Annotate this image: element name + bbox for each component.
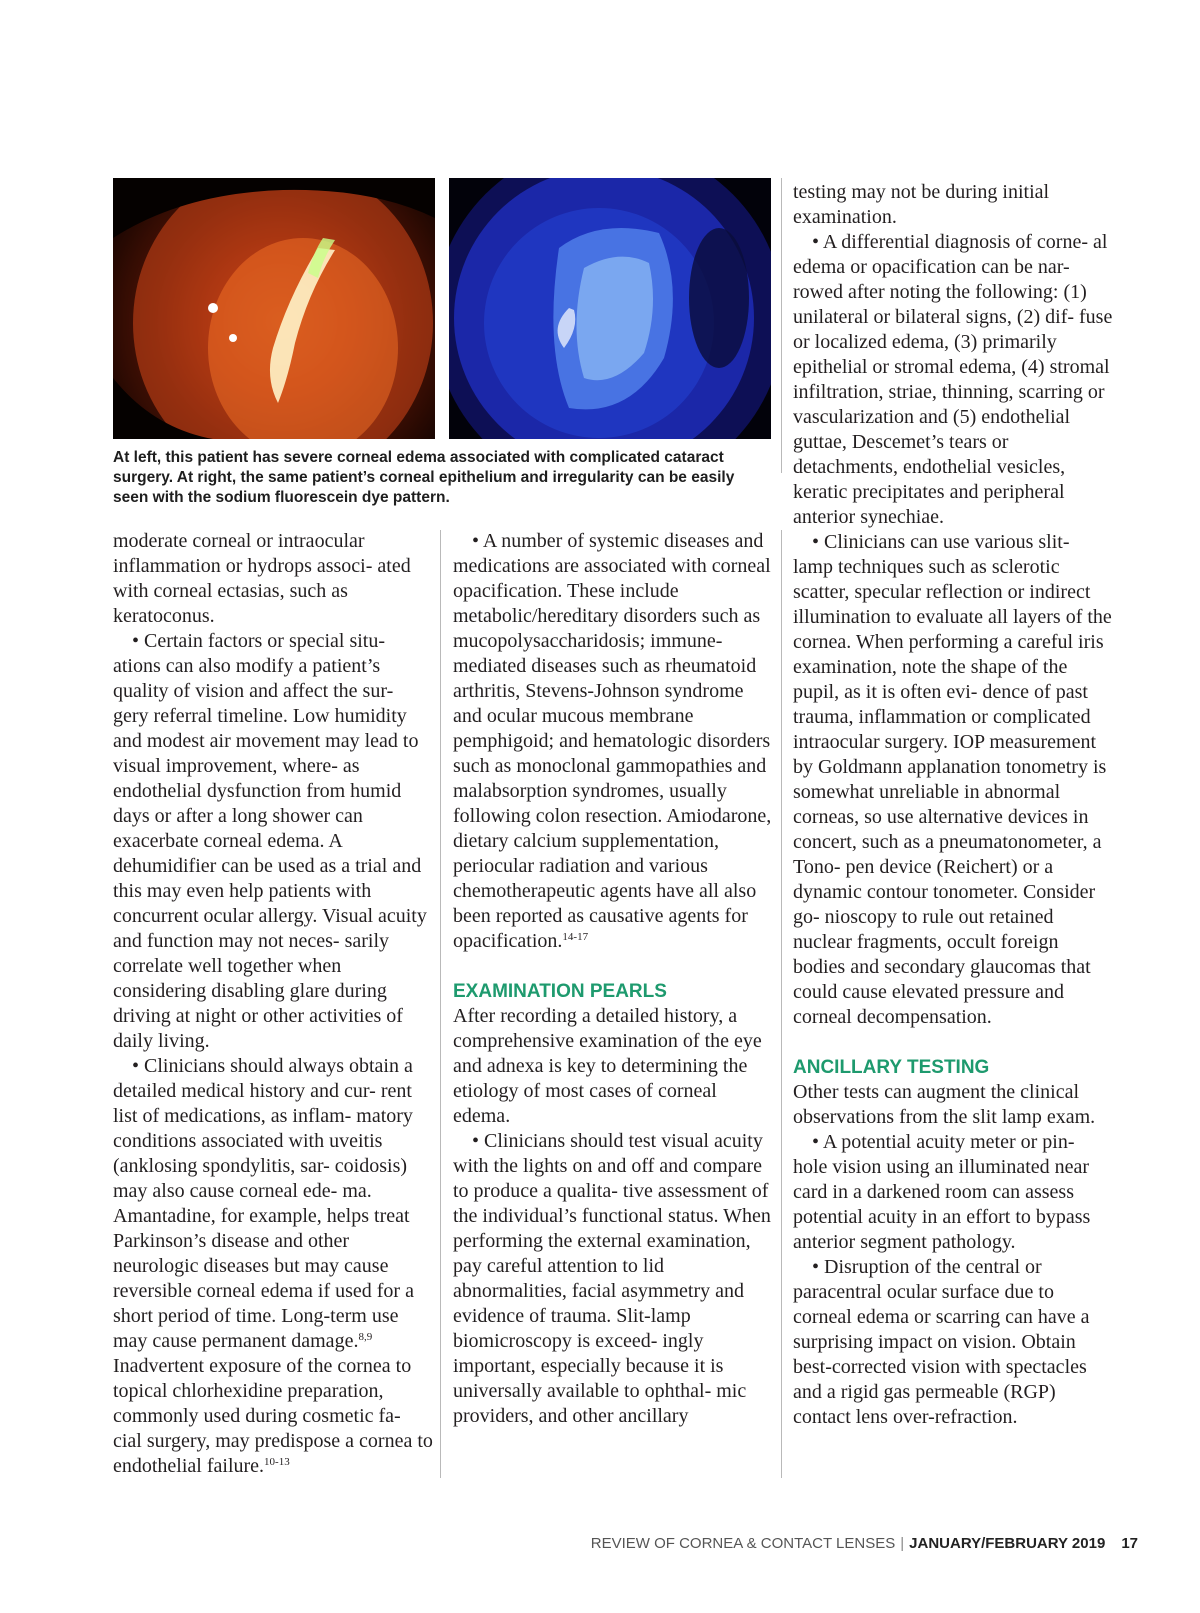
- footer-separator: |: [900, 1535, 905, 1552]
- paragraph: • Disruption of the central or paracentral ocular surface due to corneal edema or scarring can have a surprising impact on vision. Obtain best-corrected vision with spectacles and a rigid gas permeable (RGP) contact lens over-refraction.: [793, 1256, 1090, 1428]
- paragraph-text: • A number of systemic diseases and medications are associated with corneal opacification. These include metabolic/hereditary disorders such as mucopolysaccharidosis; immune-mediated diseases such as rheumatoid arthritis, Stevens-Johnson syndrome and ocular mucous membrane pemphigoid; and hematologic disorders such as monoclonal gammopathies and malabsorption syndromes, usually following colon resection. Amiodarone, dietary calcium supplementation, periocular radiation and various chemotherapeutic agents have all also been reported as causative agents for opacification.: [453, 530, 772, 952]
- paragraph: moderate corneal or intraocular inflammation or hydrops associ- ated with corneal ectasias, such as keratoconus.: [113, 530, 411, 627]
- paragraph: • Clinicians should test visual acuity with the lights on and off and compare to produce a qualita- tive assessment of the individual’s functional status. When performing the external examination, pay careful attention to lid abnormalities, facial asymmetry and evidence of trauma. Slit-lamp biomicroscopy is exceed- ingly important, especially because it is universally available to ophthal- mic providers, and other ancillary: [453, 1130, 771, 1427]
- section-heading-ancillary-testing: ANCILLARY TESTING: [793, 1057, 990, 1078]
- figure-caption: At left, this patient has severe corneal edema associated with complicated cataract surgery. At right, the same patient’s corneal epithelium and irregularity can be easily seen with the sodium fluorescein dye pattern.: [113, 449, 735, 506]
- paragraph: [113, 1054, 433, 1354]
- paragraph: [453, 529, 773, 954]
- photo-fluorescein-dye-pattern: [449, 178, 771, 439]
- publication-name: REVIEW OF CORNEA & CONTACT LENSES: [590, 1535, 896, 1552]
- reference-superscript: 14-17: [562, 931, 589, 943]
- reference-superscript: 8,9: [358, 1331, 373, 1343]
- page-footer: [591, 1535, 1138, 1552]
- paragraph: • A potential acuity meter or pin- hole vision using an illuminated near card in a darkened room can assess potential acuity in an effort to bypass anterior segment pathology.: [793, 1131, 1091, 1253]
- issue-date: JANUARY/FEBRUARY 2019: [909, 1535, 1106, 1552]
- column-divider: [781, 530, 782, 1478]
- paragraph-text: • Clinicians should always obtain a detailed medical history and cur- rent list of medications, as inflam- matory conditions associated with uveitis (anklosing spondylitis, sar- coidosis) may also cause corneal ede- ma. Amantadine, for example, helps treat Parkinson’s disease and other neurologic diseases but may cause reversible corneal edema if used for a short period of time. Long-term use may cause permanent damage.: [113, 1055, 414, 1352]
- paragraph: • Certain factors or special situ- ations can also modify a patient’s quality of vision and affect the sur- gery referral timeline. Low humidity and modest air movement may lead to visual improvement, where- as endothelial dysfunction from humid days or after a long shower can exacerbate corneal edema. A dehumidifier can be used as a trial and this may even help patients with concurrent ocular allergy. Visual acuity and function may not neces- sarily correlate well together when considering disabling glare during driving at night or other activities of daily living.: [113, 630, 427, 1052]
- reference-superscript: 10-13: [264, 1456, 290, 1468]
- article-column-1: [113, 529, 433, 1479]
- paragraph: Other tests can augment the clinical observations from the slit lamp exam.: [793, 1081, 1096, 1128]
- paragraph-text: Inadvertent exposure of the cornea to topical chlorhexidine preparation, commonly used during cosmetic fa- cial surgery, may predispose a cornea to endothelial failure.: [113, 1355, 433, 1477]
- section-heading-examination-pearls: EXAMINATION PEARLS: [453, 981, 667, 1002]
- paragraph: After recording a detailed history, a comprehensive examination of the eye and adnexa is key to determining the etiology of most cases of corneal edema.: [453, 1005, 762, 1127]
- photo-corneal-edema-slit-lamp: [113, 178, 435, 439]
- paragraph: testing may not be during initial examination.: [793, 181, 1050, 228]
- article-column-2: [453, 529, 773, 1429]
- paragraph: [113, 1354, 433, 1479]
- column-divider: [440, 530, 441, 1478]
- article-column-3: [793, 180, 1113, 1430]
- paragraph: • A differential diagnosis of corne- al edema or opacification can be nar- rowed after noting the following: (1) unilateral or bilateral signs, (2) dif- fuse or localized edema, (3) primarily epithelial or stromal edema, (4) stromal infiltration, striae, thinning, scarring or vascularization and (5) endothelial guttae, Descemet’s tears or detachments, endothelial vesicles, keratic precipitates and peripheral anterior synechiae.: [793, 231, 1113, 528]
- fluorescein-image: [449, 178, 771, 439]
- column-divider: [781, 178, 782, 473]
- page-number: 17: [1121, 1535, 1138, 1552]
- slit-lamp-image: [113, 178, 435, 439]
- paragraph: • Clinicians can use various slit- lamp techniques such as sclerotic scatter, specular reflection or indirect illumination to evaluate all layers of the cornea. When performing a careful iris examination, note the shape of the pupil, as it is often evi- dence of past trauma, inflammation or complicated intraocular surgery. IOP measurement by Goldmann applanation tonometry is somewhat unreliable in abnormal corneas, so use alternative devices in concert, such as a pneumatonometer, a Tono- pen device (Reichert) or a dynamic contour tonometer. Consider go- nioscopy to rule out retained nuclear fragments, occult foreign bodies and secondary glaucomas that could cause elevated pressure and corneal decompensation.: [793, 531, 1112, 1028]
